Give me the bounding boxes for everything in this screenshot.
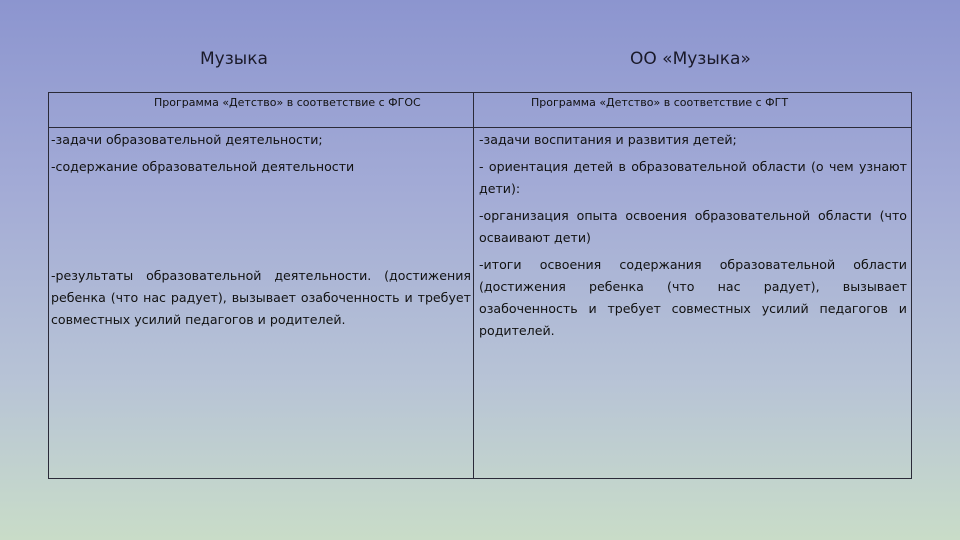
left-item-results: -результаты образовательной деятельности. (достижения ребенка (что нас радует), вызывает озабоченность и требует совместных усилий педагогов и родителей. [51, 268, 471, 327]
table-header-left: Программа «Детство» в соответствие с ФГОС [154, 96, 421, 109]
slide-title-right: ОО «Музыка» [630, 49, 751, 69]
left-item-tasks: -задачи образовательной деятельности; [51, 132, 323, 147]
table-header-right: Программа «Детство» в соответствие с ФГТ [531, 96, 789, 109]
comparison-table [48, 92, 912, 479]
column-divider [473, 93, 474, 478]
header-divider [49, 127, 911, 128]
right-item-outcomes: -итоги освоения содержания образовательной области (достижения ребенка (что нас радует), вызывает озабоченность и требует совместных усилий педагогов и родителей. [479, 257, 907, 338]
slide-title-left: Музыка [200, 49, 268, 69]
right-item-orientation: - ориентация детей в образовательной области (о чем узнают дети): [479, 159, 907, 196]
right-item-organization: -организация опыта освоения образовательной области (что осваивают дети) [479, 208, 907, 245]
left-item-content: -содержание образовательной деятельности [51, 159, 355, 174]
right-item-tasks: -задачи воспитания и развития детей; [479, 132, 737, 147]
